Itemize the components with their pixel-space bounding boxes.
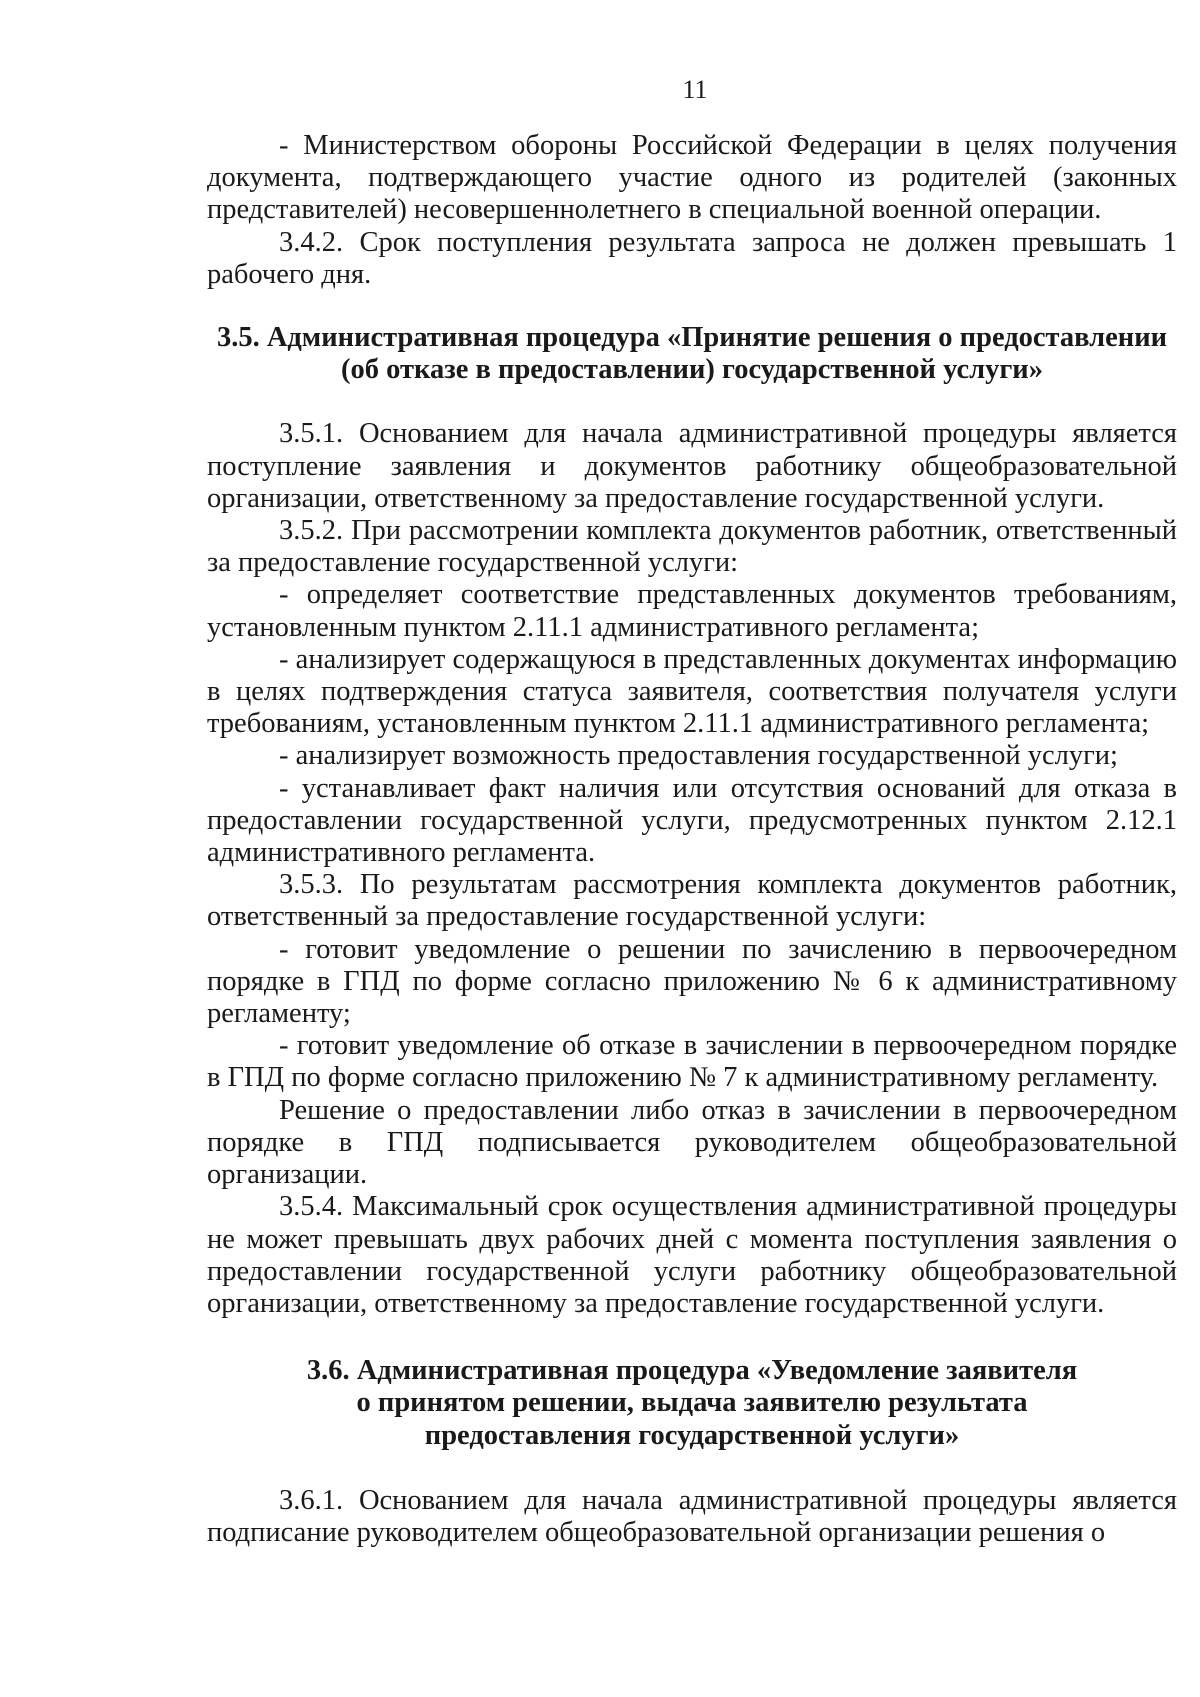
list-item-establishes-grounds: - устанавливает факт наличия или отсутствия оснований для отказа в предоставлении государственной услуги, предусмотренных пунктом 2.12.1 административного регламента. [207,772,1177,869]
paragraph-mod-defense: - Министерством обороны Российской Федерации в целях получения документа, подтверждающего участие одного из родителей (законных представителей) несовершеннолетнего в специальной военной операции. [207,130,1177,226]
heading-3-6-line-2: о принятом решении, выдача заявителю результата [356,1387,1028,1419]
list-item-notice-of-refusal: - готовит уведомление об отказе в зачислении в первоочередном порядке в ГПД по форме согласно приложению № 7 к административному регламенту. [207,1030,1177,1094]
paragraph-3-6-1: 3.6.1. Основанием для начала административной процедуры является подписание руководителем общеобразовательной организации решения о [207,1484,1177,1548]
paragraph-3-5-1: 3.5.1. Основанием для начала административной процедуры является поступление заявления и документов работнику общеобразовательной организации, ответственному за предоставление государственной услуги. [207,418,1177,514]
section-heading-3-6 [207,1355,1177,1452]
heading-3-5-line-2: (об отказе в предоставлении) государственной услуги» [341,354,1043,386]
heading-3-6-line-1: 3.6. Административная процедура «Уведомление заявителя [306,1355,1078,1387]
paragraph-3-4-2: 3.4.2. Срок поступления результата запроса не должен превышать 1 рабочего дня. [207,226,1177,290]
paragraph-3-5-4: 3.5.4. Максимальный срок осуществления административной процедуры не может превышать двух рабочих дней с момента поступления заявления о предоставлении государственной услуги работнику общеобразовательной организации, ответственному за предоставление государственной услуги. [207,1191,1177,1319]
document-body [207,130,1177,1549]
paragraph-3-5-2: 3.5.2. При рассмотрении комплекта документов работник, ответственный за предоставление государственной услуги: [207,515,1177,579]
page-number: 11 [682,75,708,104]
paragraph-3-5-3: 3.5.3. По результатам рассмотрения комплекта документов работник, ответственный за предоставление государственной услуги: [207,869,1177,933]
list-item-determines-compliance: - определяет соответствие представленных документов требованиям, установленным пунктом 2.11.1 административного регламента; [207,579,1177,643]
list-item-analyzes-possibility: - анализирует возможность предоставления государственной услуги; [279,740,1118,772]
section-heading-3-5 [207,322,1177,386]
heading-3-6-line-3: предоставления государственной услуги» [424,1419,960,1451]
paragraph-decision-signed: Решение о предоставлении либо отказ в зачислении в первоочередном порядке в ГПД подписывается руководителем общеобразовательной организации. [207,1094,1177,1191]
heading-3-5-line-1: 3.5. Административная процедура «Принятие решения о предоставлении [216,322,1168,354]
list-item-notice-of-decision: - готовит уведомление о решении по зачислению в первоочередном порядке в ГПД по форме согласно приложению № 6 к административному регламенту; [207,933,1177,1030]
list-item-analyzes-information: - анализирует содержащуюся в представленных документах информацию в целях подтверждения статуса заявителя, соответствия получателя услуги требованиям, установленным пунктом 2.11.1 административного регламента; [207,643,1177,740]
